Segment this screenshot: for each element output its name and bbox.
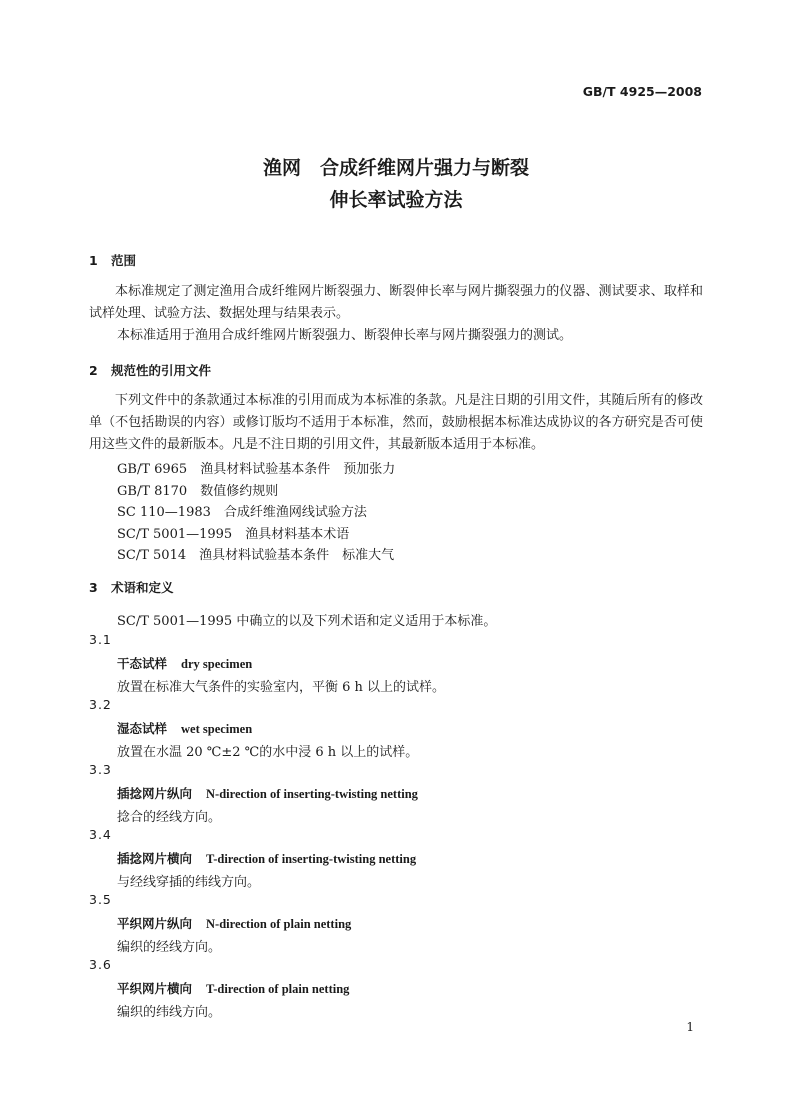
term-chinese: 插捻网片横向 bbox=[117, 851, 193, 866]
term-heading bbox=[117, 784, 418, 802]
term-chinese: 干态试样 bbox=[117, 656, 168, 671]
term-english: T-direction of inserting-twisting netting bbox=[206, 852, 417, 866]
term-english: T-direction of plain netting bbox=[206, 982, 350, 996]
term-chinese: 平织网片横向 bbox=[117, 981, 193, 996]
term-number: 3.6 bbox=[89, 957, 112, 972]
term-heading bbox=[117, 654, 252, 672]
section-1-heading bbox=[89, 251, 136, 269]
document-title-line-2: 伸长率试验方法 bbox=[329, 189, 463, 211]
term-heading bbox=[117, 914, 351, 932]
reference-item: GB/T 8170 数值修约规则 bbox=[117, 484, 279, 499]
reference-item: SC 110—1983 合成纤维渔网线试验方法 bbox=[117, 505, 367, 520]
term-chinese: 插捻网片纵向 bbox=[117, 786, 193, 801]
section-1-paragraph-1: 本标准规定了测定渔用合成纤维网片断裂强力、断裂伸长率与网片撕裂强力的仪器、测试要求、取样和试样处理、试验方法、数据处理与结果表示。 bbox=[89, 284, 703, 321]
section-title: 规范性的引用文件 bbox=[111, 363, 212, 378]
section-number: 2 bbox=[89, 363, 98, 378]
term-number: 3.5 bbox=[89, 892, 112, 907]
term-definition: 与经线穿插的纬线方向。 bbox=[117, 875, 261, 890]
term-heading bbox=[117, 849, 416, 867]
term-definition: 放置在水温 20 ℃±2 ℃的水中浸 6 h 以上的试样。 bbox=[117, 745, 419, 760]
term-heading bbox=[117, 979, 349, 997]
section-2-heading bbox=[89, 361, 211, 379]
term-definition: 捻合的经线方向。 bbox=[117, 810, 222, 825]
term-english: N-direction of plain netting bbox=[206, 917, 352, 931]
term-definition: 编织的经线方向。 bbox=[117, 940, 222, 955]
reference-item: SC/T 5001—1995 渔具材料基本术语 bbox=[117, 527, 350, 542]
term-english: N-direction of inserting-twisting netting bbox=[206, 787, 418, 801]
term-number: 3.3 bbox=[89, 762, 112, 777]
term-number: 3.1 bbox=[89, 632, 112, 647]
term-chinese: 平织网片纵向 bbox=[117, 916, 193, 931]
page-number: 1 bbox=[686, 1020, 694, 1034]
section-2-paragraph: 下列文件中的条款通过本标准的引用而成为本标准的条款。凡是注日期的引用文件，其随后所有的修改单（不包括勘误的内容）或修订版均不适用于本标准，然而，鼓励根据本标准达成协议的各方研究是否可使用这些文件的最新版本。凡是不注日期的引用文件，其最新版本适用于本标准。 bbox=[89, 393, 703, 452]
section-3-heading bbox=[89, 578, 174, 596]
standard-code: GB/T 4925—2008 bbox=[582, 84, 702, 99]
term-chinese: 湿态试样 bbox=[117, 721, 168, 736]
document-title-line-1: 渔网 合成纤维网片强力与断裂 bbox=[262, 157, 529, 179]
section-1-paragraph-2: 本标准适用于渔用合成纤维网片断裂强力、断裂伸长率与网片撕裂强力的测试。 bbox=[117, 328, 573, 343]
section-title: 范围 bbox=[111, 253, 137, 268]
section-title: 术语和定义 bbox=[111, 580, 174, 595]
reference-item: SC/T 5014 渔具材料试验基本条件 标准大气 bbox=[117, 548, 395, 563]
section-number: 1 bbox=[89, 253, 98, 268]
term-definition: 放置在标准大气条件的实验室内，平衡 6 h 以上的试样。 bbox=[117, 680, 446, 695]
reference-item: GB/T 6965 渔具材料试验基本条件 预加张力 bbox=[117, 462, 396, 477]
term-number: 3.2 bbox=[89, 697, 112, 712]
term-english: dry specimen bbox=[181, 657, 253, 671]
term-number: 3.4 bbox=[89, 827, 112, 842]
term-english: wet specimen bbox=[181, 722, 253, 736]
term-heading bbox=[117, 719, 252, 737]
section-number: 3 bbox=[89, 580, 98, 595]
section-3-intro: SC/T 5001—1995 中确立的以及下列术语和定义适用于本标准。 bbox=[117, 614, 497, 629]
term-definition: 编织的纬线方向。 bbox=[117, 1005, 222, 1020]
